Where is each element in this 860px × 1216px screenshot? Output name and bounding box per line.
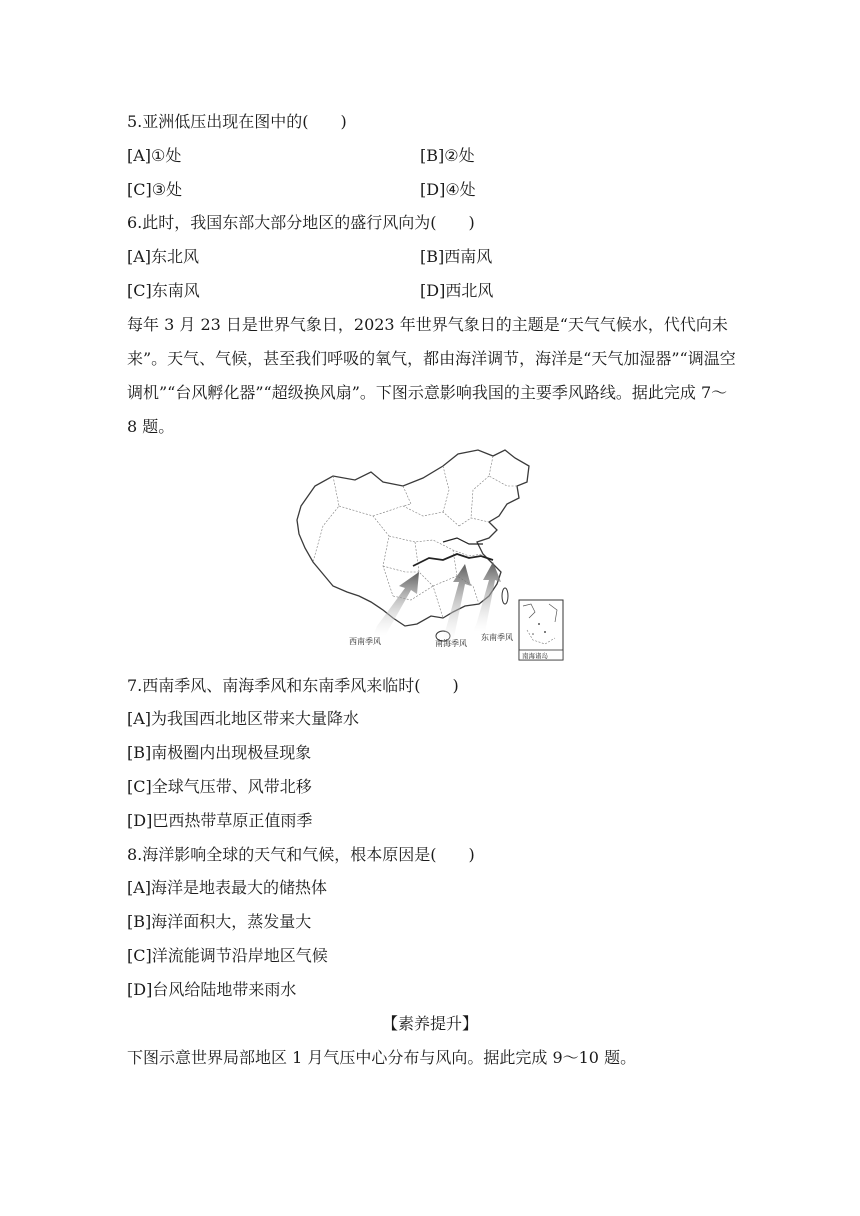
question-7-option-c: [C]全球气压带、风带北移 [127, 777, 312, 796]
south-china-sea-monsoon-label: 南海季风 [435, 639, 467, 648]
question-7-option-d: [D]巴西热带草原正值雨季 [127, 811, 313, 830]
question-5-option-b: [B]②处 [420, 146, 475, 165]
passage-7-8: 每年 3 月 23 日是世界气象日，2023 年世界气象日的主题是“天气气候水，代代向未来”。天气、气候，甚至我们呼吸的氧气，都由海洋调节，海洋是“天气加湿器”“调温空调机”“台风孵化器”“超级换风扇”。下图示意影响我国的主要季风路线。据此完成 7～8 题。 [127, 315, 736, 436]
question-7-option-b: [B]南极圈内出现极昼现象 [127, 743, 312, 762]
question-6-stem: 6.此时，我国东部大部分地区的盛行风向为( ) [127, 213, 475, 232]
southeast-monsoon-label: 东南季风 [481, 633, 513, 642]
question-5-option-d: [D]④处 [420, 180, 476, 199]
question-5-option-c: [C]③处 [127, 180, 183, 199]
china-outline [297, 450, 529, 626]
question-8-option-a: [A]海洋是地表最大的储热体 [127, 878, 328, 897]
question-8-option-c: [C]洋流能调节沿岸地区气候 [127, 946, 328, 965]
question-5-option-a: [A]①处 [127, 146, 182, 165]
question-6-option-c: [C]东南风 [127, 281, 200, 300]
question-8-option-d: [D]台风给陆地带来雨水 [127, 980, 297, 999]
taiwan-island [502, 588, 508, 604]
question-6-option-b: [B]西南风 [420, 247, 493, 266]
question-6-option-a: [A]东北风 [127, 247, 200, 266]
section-heading: 【素养提升】 [381, 1014, 478, 1033]
inset-label: 南海诸岛 [522, 652, 548, 660]
south-china-sea-inset [519, 600, 563, 660]
question-5-stem: 5.亚洲低压出现在图中的( ) [127, 112, 347, 131]
question-8-option-b: [B]海洋面积大，蒸发量大 [127, 912, 312, 931]
southwest-monsoon-label: 西南季风 [349, 637, 381, 646]
question-7-stem: 7.西南季风、南海季风和东南季风来临时( ) [127, 676, 459, 695]
intro-9-10: 下图示意世界局部地区 1 月气压中心分布与风向。据此完成 9～10 题。 [127, 1048, 637, 1067]
china-monsoon-map [293, 446, 565, 662]
question-6-option-d: [D]西北风 [420, 281, 494, 300]
question-7-option-a: [A]为我国西北地区带来大量降水 [127, 709, 360, 728]
question-8-stem: 8.海洋影响全球的天气和气候，根本原因是( ) [127, 845, 475, 864]
